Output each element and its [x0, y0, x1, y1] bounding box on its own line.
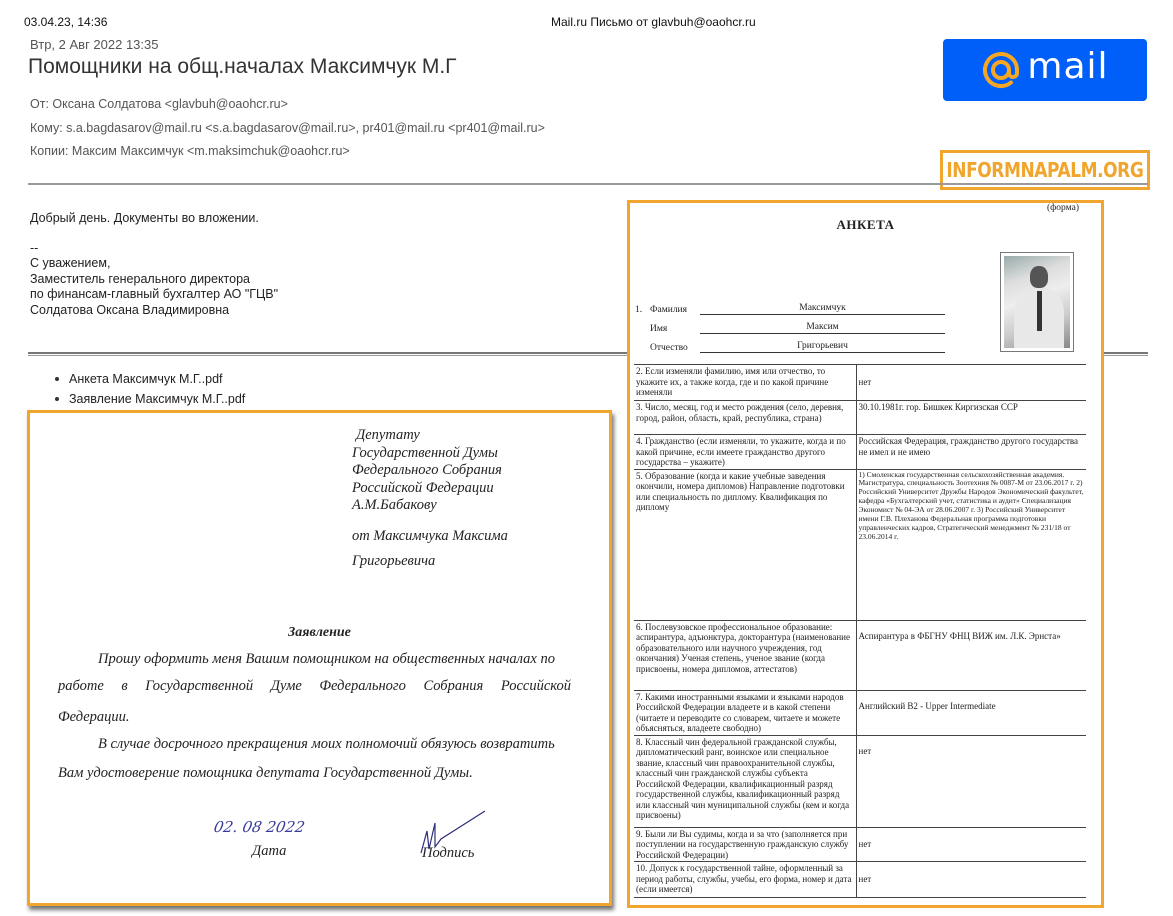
at-icon [981, 50, 1021, 90]
field-label: Фамилия [650, 305, 688, 315]
table-row [634, 365, 1086, 401]
name-field [635, 322, 839, 334]
answer-cell: нет [856, 735, 1086, 827]
table-row [634, 401, 1086, 435]
statement-title: Заявление [288, 625, 351, 640]
question-cell: 6. Послевузовское профессиональное образование: аспирантура, адъюнктура, докторантура (наименование образовательного или научного учреждения, год окончания) Ученая степень, ученое звание (когда присвоены, номера дипломов, аттестатов) [634, 620, 856, 690]
question-cell: 4. Гражданство (если изменяли, то укажите, когда и по какой причине, если имеете гражданство другого государства – укажите) [634, 435, 856, 470]
table-row [634, 435, 1086, 470]
table-row [634, 620, 1086, 690]
email-date: Втр, 2 Авг 2022 13:35 [30, 37, 159, 52]
email-from: От: Оксана Солдатова <glavbuh@oaohcr.ru> [30, 97, 288, 111]
table-row [634, 469, 1086, 620]
field-label: Имя [650, 324, 668, 334]
answer-cell: Аспирантура в ФБГНУ ФНЦ ВИЖ им. Л.К. Эрнста» [856, 620, 1086, 690]
body-greeting: Добрый день. Документы во вложении. [30, 211, 259, 225]
statement-text-line: Прошу оформить меня Вашим помощником на общественных началах по [98, 651, 555, 667]
table-row [634, 735, 1086, 827]
attachment-name[interactable]: Заявление Максимчук М.Г..pdf [69, 392, 246, 406]
mailru-logo [943, 39, 1147, 101]
bullet-icon [55, 397, 59, 401]
attachment-name[interactable]: Анкета Максимчук М.Г..pdf [69, 372, 223, 386]
question-cell: 9. Были ли Вы судимы, когда и за что (заполняется при поступлении на государственную гражданскую службу Российской Федерации) [634, 827, 856, 862]
applicant-photo [1000, 252, 1074, 352]
field-value: Максимчук [700, 303, 945, 315]
signature-line: -- [30, 240, 39, 255]
attachment-item[interactable] [55, 389, 245, 409]
question-cell: 2. Если изменяли фамилию, имя или отчество, то укажите их, а также когда, где и по какой причине изменяли [634, 365, 856, 401]
answer-cell: нет [856, 827, 1086, 862]
form-label: (форма) [1046, 203, 1079, 213]
statement-text-line: Вам удостоверение помощника депутата Государственной Думы. [58, 765, 473, 781]
statement-from [352, 524, 508, 574]
statement-text-line: Федерации. [58, 709, 130, 725]
signature-label: Подпись [422, 845, 475, 861]
question-cell: 10. Допуск к государственной тайне, оформленный за период работы, службы, учебы, его форма, номер и дата (если имеется) [634, 862, 856, 898]
signature-line: Солдатова Оксана Владимировна [30, 302, 230, 317]
answer-cell: нет [856, 862, 1086, 898]
attachment-item[interactable] [55, 369, 245, 389]
statement-document [27, 410, 612, 906]
statement-text-line: работе в Государственной Думе Федерального Собрания Российской [58, 678, 572, 694]
question-cell: 8. Классный чин федеральной гражданской службы, дипломатический ранг, воинское или специальное звание, классный чин правоохранительной службы, классный чин гражданской службы субъекта Российской Федерации, квалификационный разряд государственной службы, квалификационный разряд или классный чин муниципальной службы (кем и когда присвоены) [634, 735, 856, 827]
table-row [634, 862, 1086, 898]
addressee-line: Федерального Собрания [352, 462, 502, 478]
mailru-logo-text: mail [1027, 46, 1109, 87]
signature-line: С уважением, [30, 256, 111, 270]
email-to: Кому: s.a.bagdasarov@mail.ru <s.a.bagdasarov@mail.ru>, pr401@mail.ru <pr401@mail.ru> [30, 121, 545, 135]
signature-line: Заместитель генерального директора [30, 271, 251, 286]
question-cell: 3. Число, месяц, год и место рождения (село, деревня, город, район, область, край, республика, страна) [634, 401, 856, 435]
email-signature [30, 241, 278, 319]
attachments-list [55, 369, 245, 409]
anketa-table [634, 364, 1086, 898]
header-divider [28, 183, 1148, 185]
addressee-line: Государственной Думы [352, 444, 498, 461]
answer-cell: Российская Федерация, гражданство другого государства не имел и не имею [856, 435, 1086, 470]
print-timestamp: 03.04.23, 14:36 [24, 15, 108, 29]
addressee-line: Депутату [356, 427, 420, 443]
answer-cell: Английский В2 - Upper Intermediate [856, 690, 1086, 735]
bullet-icon [55, 377, 59, 381]
answer-cell: 1) Смоленская государственная сельскохозяйственная академия. Магистратура, специальность Зоотехния № 0087-М от 23.06.2017 г. 2) Российский Университет Дружбы Народов Экономический факультет, кафедра «Бухгалтерский учет, статистика и аудит» Специализация Экономист № 04-ЭА от 28.06.2007 г. 3) Российский Университет имени Г.В. Плеханова Федеральная программа подготовки управленческих кадров, Стратегический менеджмент № 231/18 от 23.06.2014 г. [856, 469, 1086, 620]
question-cell: 5. Образование (когда и какие учебные заведения окончили, номера дипломов) Направление подготовки или специальность по диплому. Квалификация по диплому [634, 469, 856, 620]
table-row [634, 690, 1086, 735]
email-body [30, 211, 278, 318]
from-line: от Максимчука Максима [352, 527, 508, 544]
answer-cell: 30.10.1981г. гор. Бишкек Киргизская ССР [856, 401, 1086, 435]
anketa-document [627, 200, 1104, 908]
field-number: 1. [635, 305, 643, 315]
surname-field [635, 303, 846, 315]
email-subject: Помощники на общ.началах Максимчук М.Г [28, 55, 457, 78]
answer-cell: нет [856, 365, 1086, 401]
handwritten-date: 02. 08 2022 [212, 818, 307, 836]
from-line: Григорьевича [352, 552, 436, 569]
field-label: Отчество [650, 343, 688, 353]
signature-line: по финансам-главный бухгалтер АО "ГЦВ" [30, 287, 279, 301]
anketa-title: АНКЕТА [836, 217, 895, 232]
email-cc: Копии: Максим Максимчук <m.maksimchuk@oaohcr.ru> [30, 144, 350, 158]
print-page-title: Mail.ru Письмо от glavbuh@oaohcr.ru [551, 15, 756, 29]
addressee-line: Российской Федерации [352, 479, 494, 496]
statement-text-line: В случае досрочного прекращения моих полномочий обязуюсь возвратить [98, 736, 555, 752]
date-label: Дата [252, 843, 287, 859]
field-value: Григорьевич [700, 341, 945, 353]
field-value: Максим [700, 322, 945, 334]
question-cell: 7. Какими иностранными языками и языками народов Российской Федерации владеете и в какой степени (читаете и переводите со словарем, читаете и можете объясняться, владеете свободно) [634, 690, 856, 735]
addressee-line: А.М.Бабакову [352, 497, 437, 513]
watermark-text: INFORMNAPALM.ORG [946, 158, 1144, 182]
table-row [634, 827, 1086, 862]
person-photo-icon [1004, 256, 1070, 348]
statement-addressee [352, 427, 508, 574]
patronymic-field [635, 341, 848, 353]
